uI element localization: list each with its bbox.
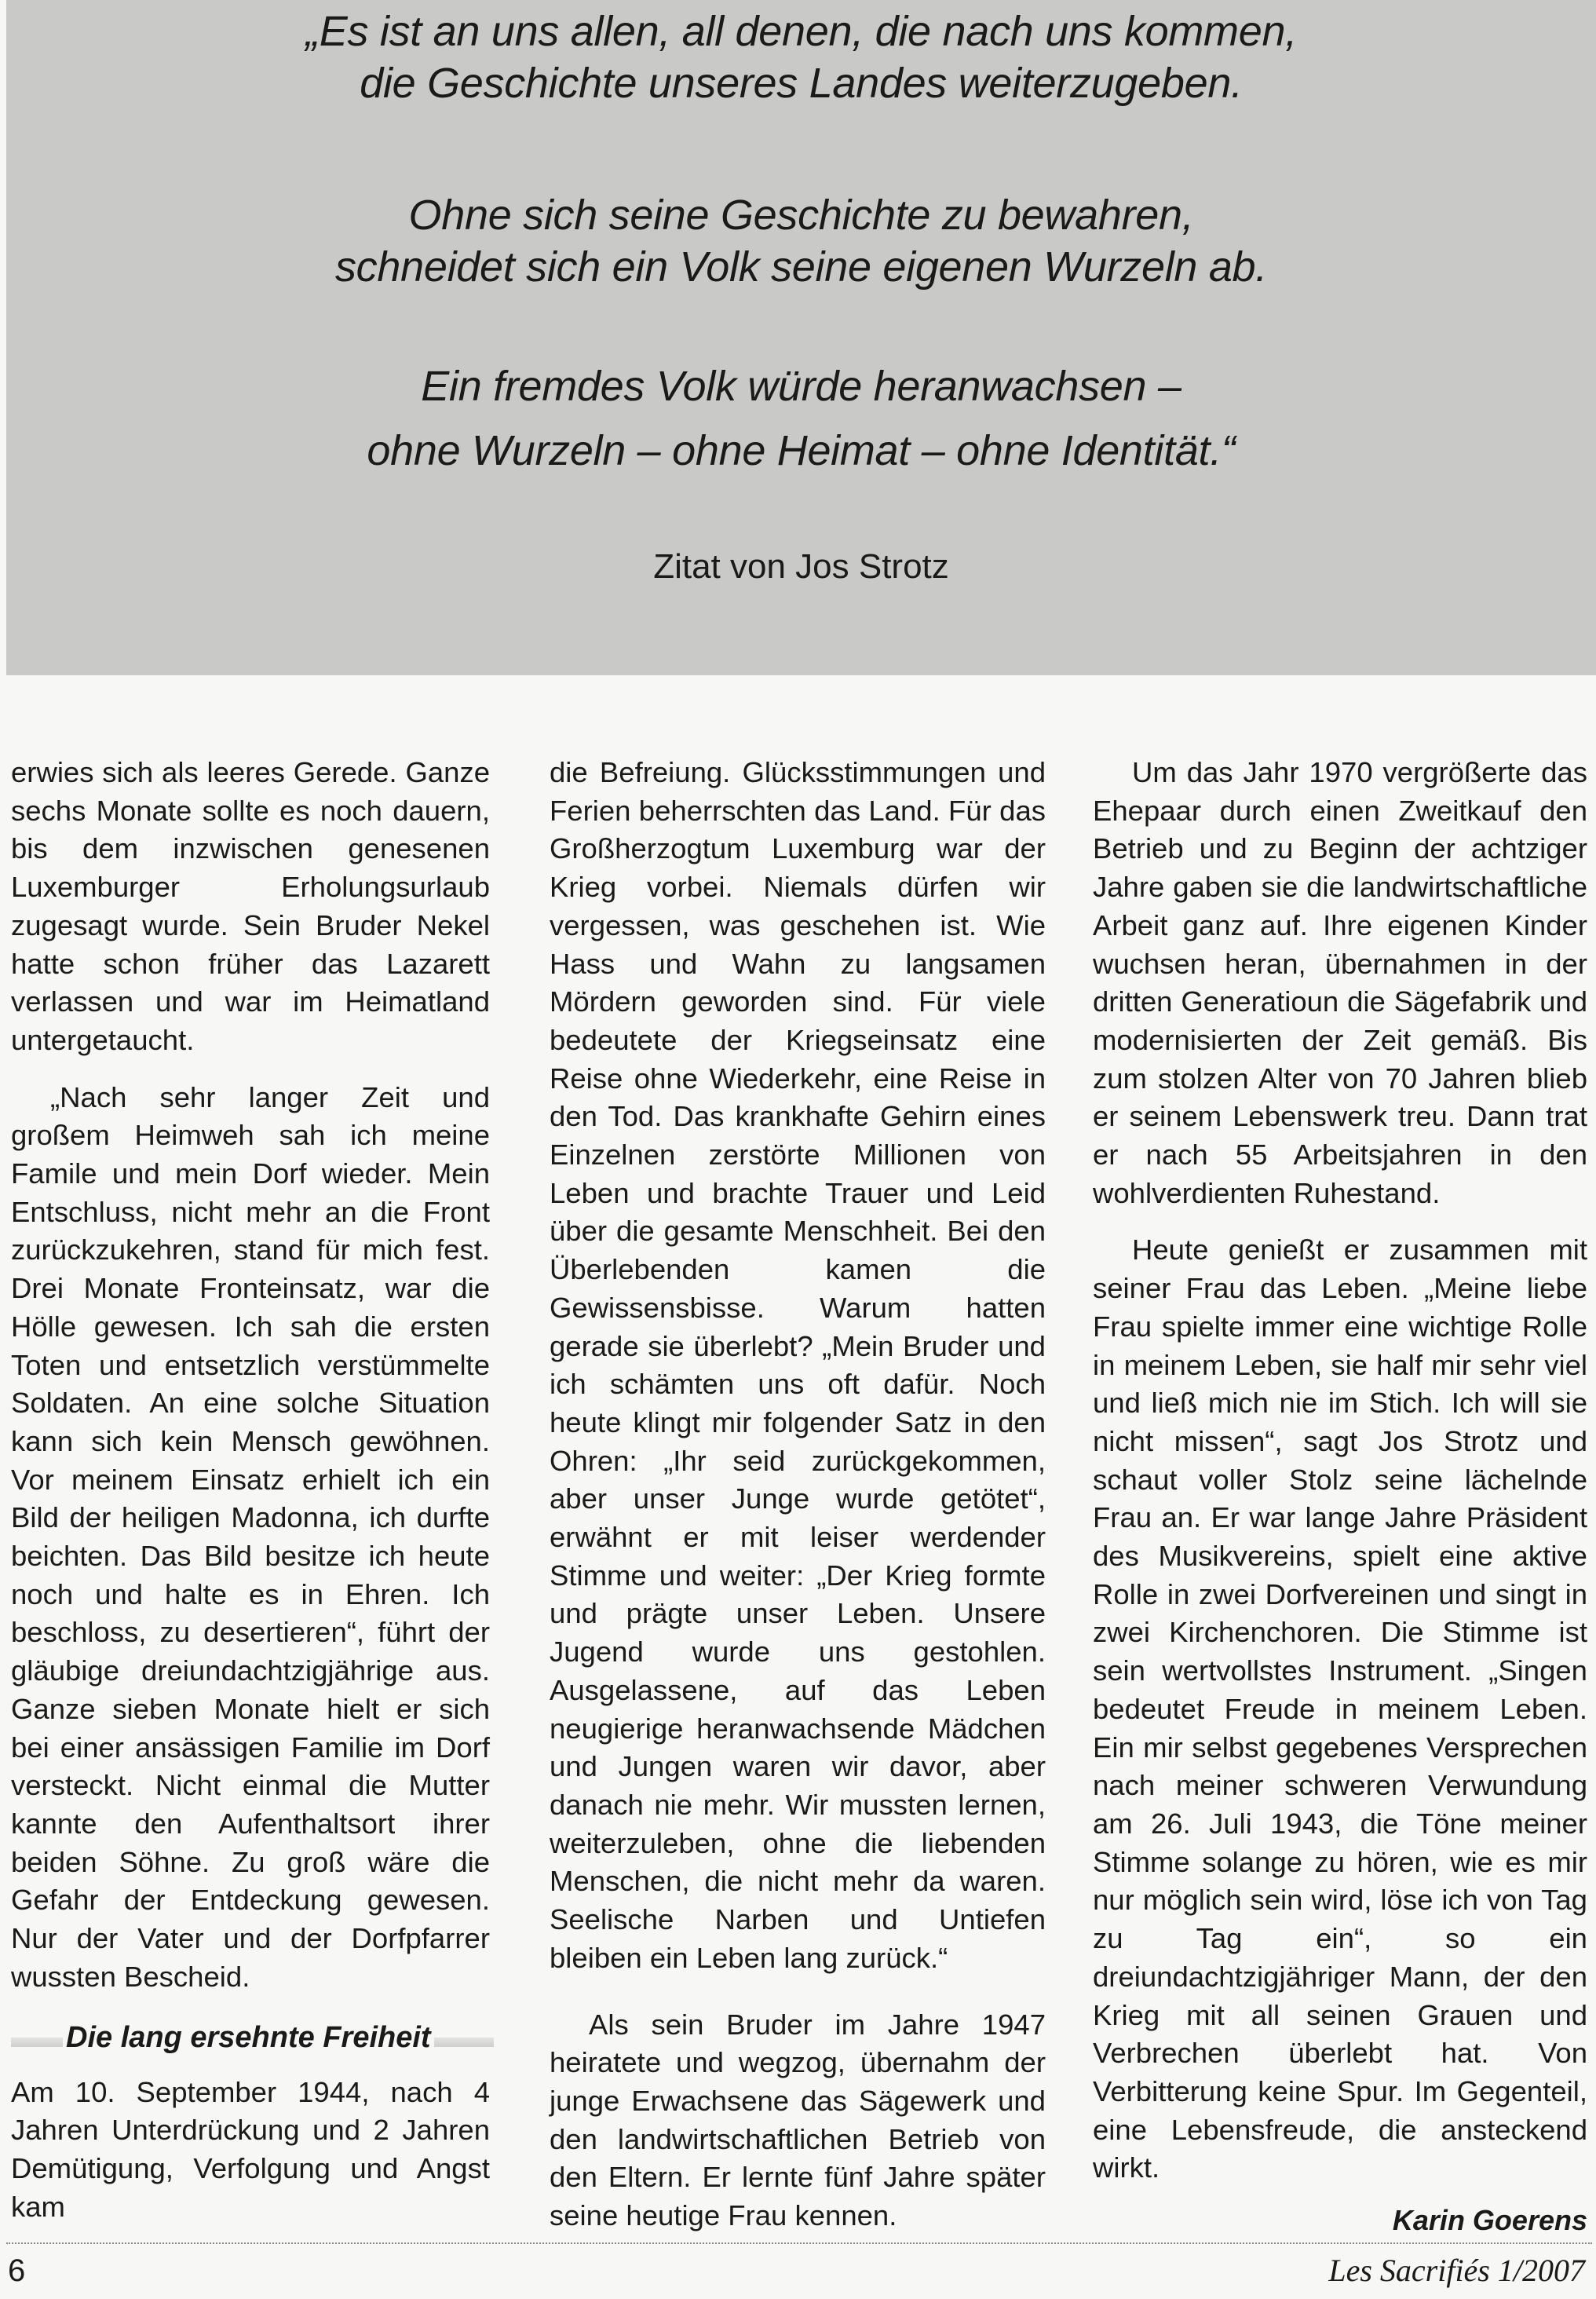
paragraph: Am 10. September 1944, nach 4 Jahren Unterdrückung und 2 Jahren Demütigung, Verfolgung und Angst kam (11, 2075, 490, 2223)
article-column-3 (1093, 754, 1587, 2239)
quote-box (6, 0, 1596, 675)
page-number: 6 (8, 2253, 26, 2288)
quote-line-4: schneidet sich ein Volk seine eigenen Wurzeln ab. (334, 243, 1267, 291)
quote-line-3: Ohne sich seine Geschichte zu bewahren, (408, 192, 1194, 239)
paragraph: die Befreiung. Glücksstimmungen und Ferien beherrschten das Land. Für das Großherzogtum Luxemburg war der Krieg vorbei. Niemals dürfen wir vergessen, was geschehen ist. Wie Hass und Wahn zu langsamen Mördern geworden sind. Für viele bedeutete der Kriegseinsatz eine Reise ohne Wiederkehr, eine Reise in den Tod. Das krankhafte Gehirn eines Einzelnen zerstörte Millionen von Leben und brachte Trauer und Leid über die gesamte Menschheit. Bei den Überlebenden kamen die Gewissensbisse. Warum hatten gerade sie überlebt? „Mein Bruder und ich schämten uns oft dafür. Noch heute klingt mir folgender Satz in den Ohren: „Ihr seid zurückgekommen, aber unser Junge wurde getötet“, erwähnt er mit leiser werdender Stimme und weiter: „Der Krieg formte und prägte unser Leben. Unsere Jugend wurde uns gestohlen. Ausgelassene, auf das Leben neugierige heranwachsende Mädchen und Jungen waren wir davor, aber danach nie mehr. Wir mussten lernen, weiterzuleben, ohne die liebenden Menschen, die nicht mehr da waren. Seelische Narben und Untiefen bleiben ein Leben lang zurück.“ (550, 756, 1046, 1974)
article-column-1 (11, 754, 490, 2226)
quote-line-5: Ein fremdes Volk würde heranwachsen – (421, 363, 1181, 410)
quote-line-2: die Geschichte unseres Landes weiterzugeben. (360, 60, 1243, 107)
section-heading: Die lang ersehnte Freiheit (63, 2019, 434, 2056)
publication-title: Les Sacrifiés 1/2007 (1328, 2253, 1585, 2288)
footer-divider (6, 2242, 1592, 2244)
paragraph: Heute genießt er zusammen mit seiner Frau das Leben. „Meine liebe Frau spielte immer eine wichtige Rolle in meinem Leben, sie half mir sehr viel und ließ mich nie im Stich. Ich will sie nicht missen“, sagt Jos Strotz und schaut voller Stolz seine lächelnde Frau an. Er war lange Jahre Präsident des Musikvereins, spielt eine aktive Rolle in zwei Dorfvereinen und singt in zwei Kirchenchoren. Die Stimme ist sein wertvollstes Instrument. „Singen bedeutet Freude in meinem Leben. Ein mir selbst gegebenes Versprechen nach meiner schweren Verwundung am 26. Juli 1943, die Töne meiner Stimme solange zu hören, wie es mir nur möglich sein wird, löse ich von Tag zu Tag ein“, so ein dreiundachtzigjähriger Mann, der den Krieg mit all seinen Grauen und Verbrechen überlebt hat. Von Verbitterung keine Spur. Im Gegenteil, eine Lebensfreude, die ansteckend wirkt. (1093, 1234, 1587, 2184)
paragraph: Als sein Bruder im Jahre 1947 heiratete und wegzog, übernahm der junge Erwachsene das Sägewerk und den landwirtschaftlichen Betrieb von den Eltern. Er lernte fünf Jahre später seine heutige Frau kennen. (550, 2008, 1046, 2232)
article-column-2 (550, 754, 1046, 2235)
quote-line-1: „Es ist an uns allen, all denen, die nach uns kommen, (305, 8, 1297, 55)
paragraph: „Nach sehr langer Zeit und großem Heimweh sah ich meine Famile und mein Dorf wieder. Mein Entschluss, nicht mehr an die Front zurückzukehren, stand für mich fest. Drei Monate Fronteinsatz, war die Hölle gewesen. Ich sah die ersten Toten und entsetzlich verstümmelte Soldaten. An eine solche Situation kann sich kein Mensch gewöhnen. Vor meinem Einsatz erhielt ich ein Bild der heiligen Madonna, ich durfte beichten. Das Bild besitze ich heute noch und halte es in Ehren. Ich beschloss, zu desertieren“, führt der gläubige dreiundachtzigjährige aus. Ganze sieben Monate hielt er sich bei einer ansässigen Familie im Dorf versteckt. Nicht einmal die Mutter kannte den Aufenthaltsort ihrer beiden Söhne. Zu groß wäre die Gefahr der Entdeckung gewesen. Nur der Vater und der Dorfpfarrer wussten Bescheid. (11, 1080, 490, 1993)
paragraph: erwies sich als leeres Gerede. Ganze sechs Monate sollte es noch dauern, bis dem inzwischen genesenen Luxemburger Erholungsurlaub zugesagt wurde. Sein Bruder Nekel hatte schon früher das Lazarett verlassen und war im Heimatland untergetaucht. (11, 756, 490, 1056)
quote-attribution: Zitat von Jos Strotz (653, 547, 949, 586)
quote-line-6: ohne Wurzeln – ohne Heimat – ohne Identität.“ (367, 427, 1236, 474)
author-byline: Karin Goerens (1392, 2204, 1587, 2237)
section-heading-block (11, 2020, 490, 2058)
paragraph: Um das Jahr 1970 vergrößerte das Ehepaar durch einen Zweitkauf den Betrieb und zu Beginn der achtziger Jahre gaben sie die landwirtschaftliche Arbeit ganz auf. Ihre eigenen Kinder wuchsen heran, übernahmen in der dritten Generatioun die Sägefabrik und modernisierten der Zeit gemäß. Bis zum stolzen Alter von 70 Jahren blieb er seinem Lebenswerk treu. Dann trat er nach 55 Arbeitsjahren in den wohlverdienten Ruhestand. (1093, 756, 1587, 1209)
